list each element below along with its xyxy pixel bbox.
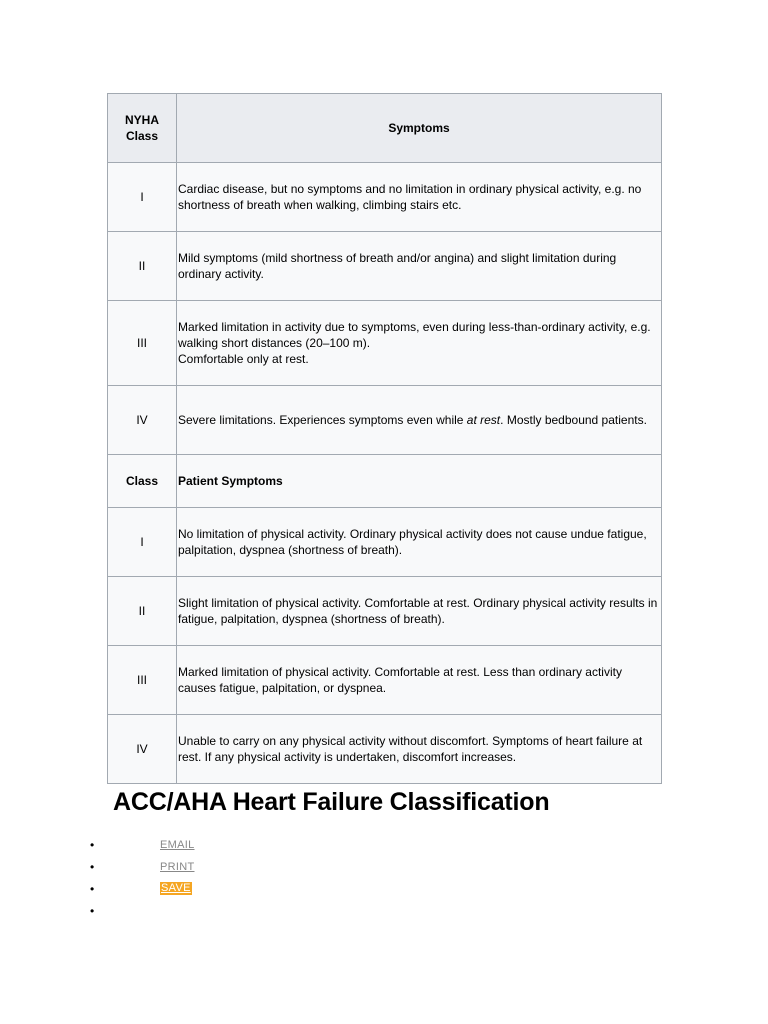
table-subheader-row [108, 455, 662, 508]
bullet-icon: • [90, 838, 95, 852]
row-symptoms: Mild symptoms (mild shortness of breath and/or angina) and slight limitation during ordinary activity. [177, 232, 662, 301]
subheader-class: Class [108, 455, 177, 508]
table-row [108, 715, 662, 784]
table-row [108, 577, 662, 646]
row-symptoms [177, 386, 662, 455]
row-class: I [108, 508, 177, 577]
row-class: II [108, 232, 177, 301]
row-class: I [108, 163, 177, 232]
list-item [0, 900, 300, 922]
table-header-row [108, 94, 662, 163]
row-symptoms-line1: Marked limitation in activity due to symptoms, even during less-than-ordinary activity, e.g. walking short distances (20–100 m). [178, 320, 651, 350]
header-symptoms: Symptoms [177, 94, 662, 163]
row-class: IV [108, 715, 177, 784]
row-class: II [108, 577, 177, 646]
row-symptoms: Marked limitation of physical activity. Comfortable at rest. Less than ordinary activity causes fatigue, palpitation, or dyspnea. [177, 646, 662, 715]
row-symptoms: Cardiac disease, but no symptoms and no limitation in ordinary physical activity, e.g. no shortness of breath when walking, climbing stairs etc. [177, 163, 662, 232]
bullet-icon: • [90, 882, 95, 896]
table-row [108, 232, 662, 301]
row-symptoms: No limitation of physical activity. Ordinary physical activity does not cause undue fatigue, palpitation, dyspnea (shortness of breath). [177, 508, 662, 577]
section-heading: ACC/AHA Heart Failure Classification [113, 788, 550, 816]
row-symptoms: Unable to carry on any physical activity without discomfort. Symptoms of heart failure at rest. If any physical activity is undertaken, discomfort increases. [177, 715, 662, 784]
share-actions-list [0, 834, 300, 922]
bullet-icon: • [90, 860, 95, 874]
table-row [108, 163, 662, 232]
subheader-symptoms: Patient Symptoms [177, 455, 662, 508]
row-class: III [108, 301, 177, 386]
list-item [0, 856, 300, 878]
email-link[interactable]: EMAIL [160, 839, 195, 851]
row-symptoms-line2: Comfortable only at rest. [178, 352, 309, 366]
row-symptoms-after: . Mostly bedbound patients. [500, 413, 647, 427]
bullet-icon: • [90, 904, 95, 918]
row-class: IV [108, 386, 177, 455]
table-row [108, 646, 662, 715]
nyha-classification-table [107, 93, 662, 784]
row-symptoms: Slight limitation of physical activity. Comfortable at rest. Ordinary physical activity results in fatigue, palpitation, dyspnea (shortness of breath). [177, 577, 662, 646]
save-link[interactable]: SAVE [161, 882, 191, 894]
row-symptoms [177, 301, 662, 386]
row-symptoms-before: Severe limitations. Experiences symptoms even while [178, 413, 467, 427]
row-class: III [108, 646, 177, 715]
list-item [0, 878, 300, 900]
print-link[interactable]: PRINT [160, 861, 195, 873]
table-row [108, 386, 662, 455]
table-row [108, 301, 662, 386]
row-symptoms-emphasis: at rest [466, 413, 501, 427]
list-item [0, 834, 300, 856]
header-class: NYHA Class [108, 94, 177, 163]
table-row [108, 508, 662, 577]
